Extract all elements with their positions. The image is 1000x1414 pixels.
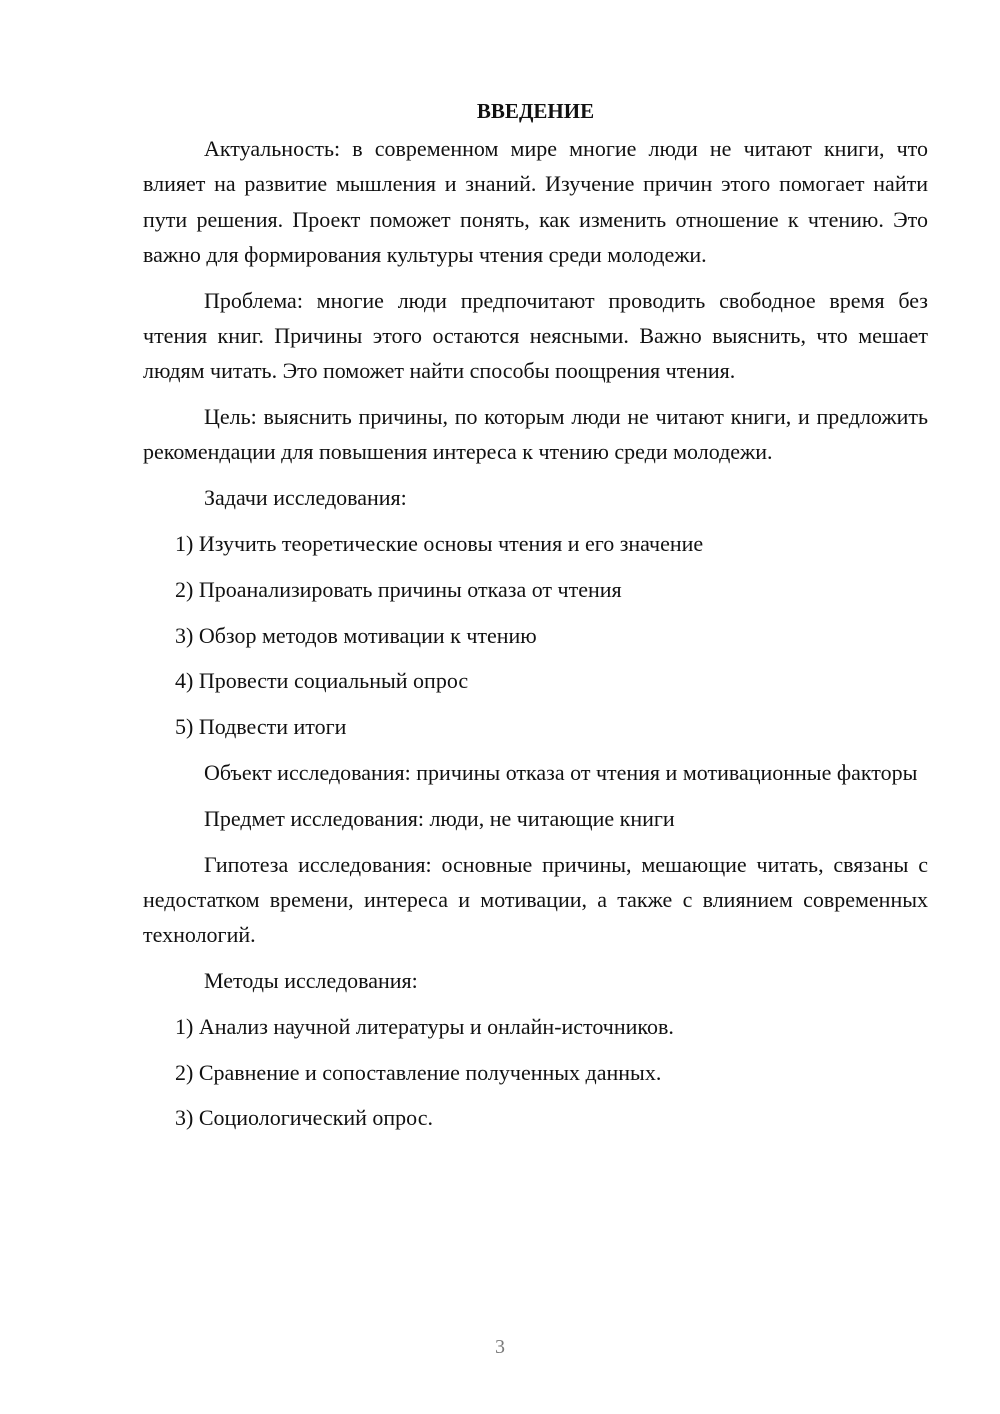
method-item: 2) Сравнение и сопоставление полученных данных.: [175, 1059, 662, 1085]
relevance-paragraph: Актуальность: в современном мире многие люди не читают книги, что влияет на развитие мышления и знаний. Изучение причин этого помогает найти пути решения. Проект поможет понять, как изменить отношение к чтению. Это важно для формирования культуры чтения среди молодежи.: [143, 136, 928, 267]
object-paragraph: Объект исследования: причины отказа от чтения и мотивационные факторы: [204, 759, 918, 785]
task-item: 5) Подвести итоги: [175, 714, 347, 740]
subject-paragraph: Предмет исследования: люди, не читающие книги: [204, 805, 675, 831]
problem-paragraph: Проблема: многие люди предпочитают проводить свободное время без чтения книг. Причины этого остаются неясными. Важно выяснить, что мешает людям читать. Это поможет найти способы поощрения чтения.: [143, 287, 928, 384]
task-item: 3) Обзор методов мотивации к чтению: [175, 622, 537, 648]
task-item: 2) Проанализировать причины отказа от чтения: [175, 576, 622, 602]
hypothesis-paragraph: Гипотеза исследования: основные причины, мешающие читать, связаны с недостатком времени, интереса и мотивации, а также с влиянием современных технологий.: [143, 851, 928, 948]
methods-title: Методы исследования:: [204, 967, 418, 993]
tasks-title: Задачи исследования:: [204, 485, 407, 511]
method-item: 1) Анализ научной литературы и онлайн-источников.: [175, 1013, 674, 1039]
page-number: 3: [495, 1336, 505, 1358]
section-heading: ВВЕДЕНИЕ: [476, 99, 595, 123]
task-item: 1) Изучить теоретические основы чтения и его значение: [175, 530, 704, 556]
task-item: 4) Провести социальный опрос: [175, 668, 469, 694]
method-item: 3) Социологический опрос.: [175, 1105, 433, 1131]
goal-paragraph: Цель: выяснить причины, по которым люди не читают книги, и предложить рекомендации для повышения интереса к чтению среди молодежи.: [143, 404, 928, 465]
page-content: [143, 96, 928, 1146]
